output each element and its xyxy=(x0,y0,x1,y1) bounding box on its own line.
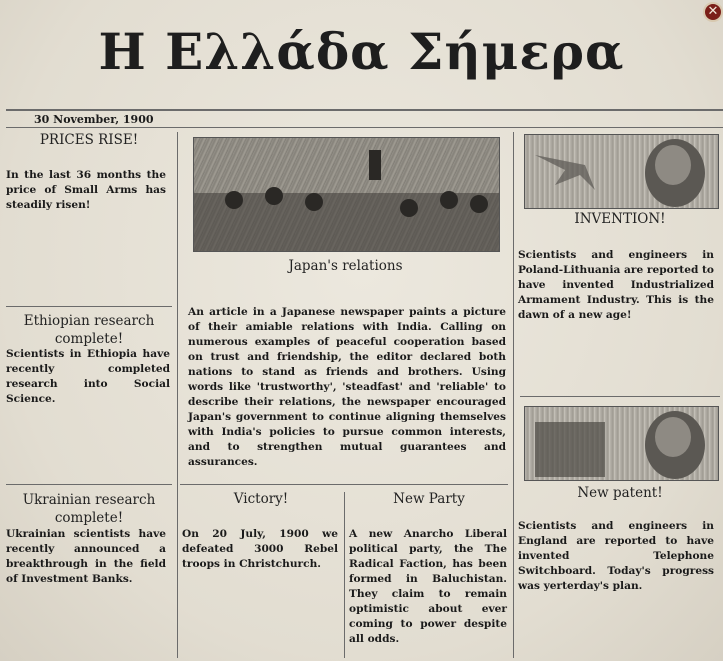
column-divider-left xyxy=(177,132,178,658)
main-article-title: Japan's relations xyxy=(288,258,403,274)
portrait-books-image xyxy=(525,407,718,480)
article-title: Ukrainian research complete! xyxy=(22,492,156,526)
close-icon: ✕ xyxy=(707,4,719,19)
article-title: Ethiopian research complete! xyxy=(23,313,155,347)
main-article-body: An article in a Japanese newspaper paints a picture of their amiable relations with India. Calling on numerous examples of peaceful cooperation based on trust and friendship, the editor declared both nations to stand as friends and brothers. Using words like 'trustworthy', 'steadfast' and 'reliable' to describe their relations, the newspaper encouraged Japan's government to continue aligning themselves with India's policies to pursue common interests, and to strengthen mutual guarantees and assurances. xyxy=(188,306,506,468)
invention-body: Scientists and engineers in Poland-Lithuania are reported to have invented Industrialized Armament Industry. This is the dawn of a new age! xyxy=(518,249,714,321)
left-separator-1 xyxy=(6,306,172,307)
article-body: In the last 36 months the price of Small Arms has steadily risen! xyxy=(6,169,166,211)
right-separator xyxy=(520,396,720,397)
japan-relations-image xyxy=(193,137,500,252)
column-divider-right xyxy=(513,132,514,658)
invention-title: INVENTION! xyxy=(574,211,666,227)
party-title: New Party xyxy=(393,491,465,507)
center-separator xyxy=(180,484,508,485)
newspaper-masthead: Η Ελλάδα Σήμερα xyxy=(98,22,625,81)
article-title: PRICES RISE! xyxy=(39,132,139,148)
center-split-divider xyxy=(344,492,345,658)
date-rule xyxy=(6,127,723,128)
top-rule xyxy=(6,109,723,111)
patent-body: Scientists and engineers in England are reported to have invented Telephone Switchboard. Today's progress was yerterday's plan. xyxy=(518,520,714,592)
close-button[interactable] xyxy=(703,2,723,22)
article-body: Scientists in Ethiopia have recently completed research into Social Science. xyxy=(6,348,170,405)
issue-date: 30 November, 1900 xyxy=(34,113,154,126)
patent-image xyxy=(524,406,719,481)
left-separator-2 xyxy=(6,484,172,485)
party-body: A new Anarcho Liberal political party, the The Radical Faction, has been formed in Baluchistan. They claim to remain optimistic about ever coming to power despite all odds. xyxy=(349,528,507,645)
victory-body: On 20 July, 1900 we defeated 3000 Rebel troops in Christchurch. xyxy=(182,528,338,570)
illustration-crowd-image xyxy=(194,138,499,251)
article-body: Ukrainian scientists have recently announced a breakthrough in the field of Investment Banks. xyxy=(6,528,166,585)
victory-title: Victory! xyxy=(233,491,289,507)
invention-image xyxy=(524,134,719,209)
portrait-bird-image xyxy=(525,135,718,208)
patent-title: New patent! xyxy=(577,485,663,501)
